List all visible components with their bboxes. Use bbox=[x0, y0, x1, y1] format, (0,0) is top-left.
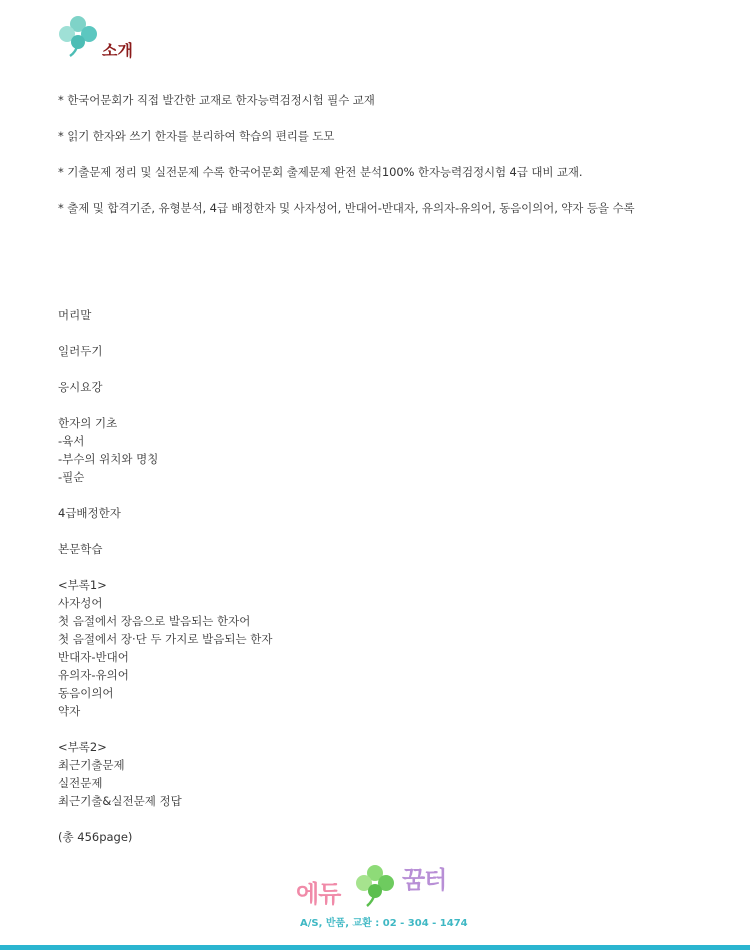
toc-appendix2-item: 최근기출문제 bbox=[58, 758, 125, 772]
feature-item: * 기출문제 정리 및 실전문제 수록 한국어문회 출제문제 완전 분석100% 한자능력검정시험 4급 대비 교재. bbox=[58, 165, 583, 179]
toc-appendix1-item: 첫 음절에서 장·단 두 가지로 발음되는 한자 bbox=[58, 632, 273, 646]
toc-basics-title: 한자의 기초 bbox=[58, 416, 118, 430]
toc-total-pages: (총 456page) bbox=[58, 830, 133, 844]
toc-appendix1-item: 사자성어 bbox=[58, 596, 103, 610]
toc-appendix1-item: 동음이의어 bbox=[58, 686, 114, 700]
toc-basics-item: -부수의 위치와 명칭 bbox=[58, 452, 159, 466]
clover-logo-icon bbox=[352, 862, 398, 908]
toc-appendix1-item: 유의자-유의어 bbox=[58, 668, 129, 682]
toc-basics-item: -필순 bbox=[58, 470, 85, 484]
toc-assigned: 4급배정한자 bbox=[58, 506, 121, 520]
toc-appendix1-item: 약자 bbox=[58, 704, 81, 718]
bottom-divider bbox=[0, 945, 750, 950]
toc-preface: 머리말 bbox=[58, 308, 92, 322]
feature-item: * 출제 및 합격기준, 유형분석, 4급 배정한자 및 사자성어, 반대어-반대자, 유의자-유의어, 동음이의어, 약자 등을 수록 bbox=[58, 201, 635, 215]
toc-guide: 응시요강 bbox=[58, 380, 103, 394]
toc-appendix2-item: 실전문제 bbox=[58, 776, 103, 790]
contact-info: A/S, 반품, 교환 : 02 - 304 - 1474 bbox=[300, 918, 468, 929]
toc-appendix1-item: 반대자-반대어 bbox=[58, 650, 129, 664]
toc-appendix2-item: 최근기출&실전문제 정답 bbox=[58, 794, 182, 808]
feature-item: * 읽기 한자와 쓰기 한자를 분리하여 학습의 편리를 도모 bbox=[58, 129, 335, 143]
page-title: 소개 bbox=[102, 41, 133, 60]
brand-name-left: 에듀 bbox=[296, 880, 341, 908]
toc-appendix1-title: <부록1> bbox=[58, 578, 107, 592]
toc-appendix1-item: 첫 음절에서 장음으로 발음되는 한자어 bbox=[58, 614, 251, 628]
toc-basics-item: -육서 bbox=[58, 434, 85, 448]
toc-main: 본문학습 bbox=[58, 542, 103, 556]
clover-icon bbox=[56, 14, 100, 58]
brand-name-right: 꿈터 bbox=[402, 866, 447, 894]
table-of-contents bbox=[58, 306, 658, 846]
toc-appendix2-title: <부록2> bbox=[58, 740, 107, 754]
brand-logo bbox=[290, 848, 468, 930]
toc-notes: 일러두기 bbox=[58, 344, 103, 358]
feature-list bbox=[58, 92, 738, 236]
feature-item: * 한국어문회가 직접 발간한 교재로 한자능력검정시험 필수 교재 bbox=[58, 93, 375, 107]
